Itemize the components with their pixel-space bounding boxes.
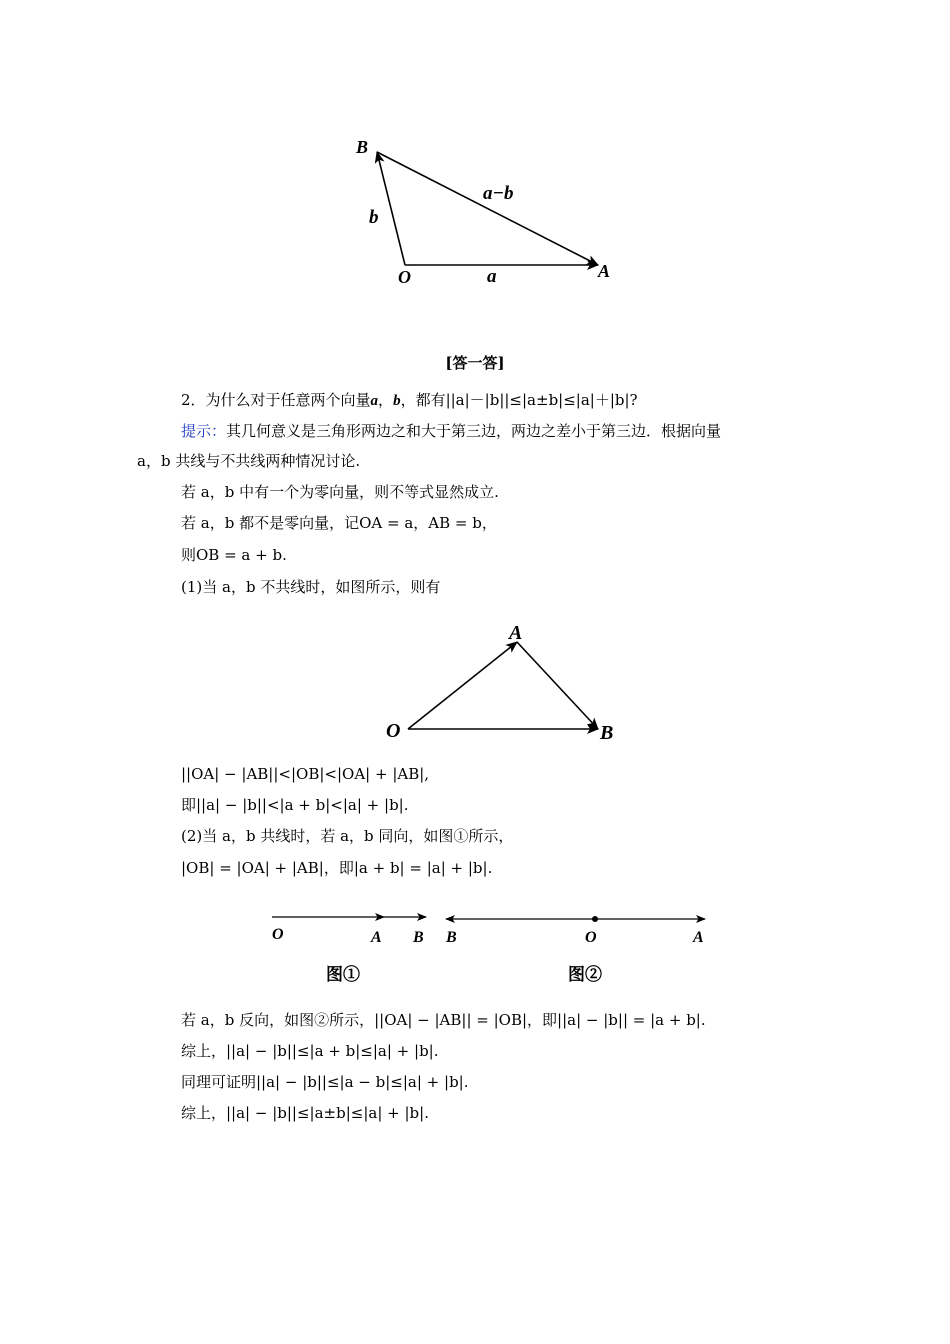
paragraph-ob-sum: 则OB = a + b.	[181, 546, 287, 564]
summary-1: 综上，||a| − |b||≤|a + b|≤|a| + |b|.	[181, 1042, 439, 1060]
label-B: B	[446, 929, 457, 946]
label-a-minus-b: a−b	[483, 183, 514, 204]
collinear-figure-2	[438, 900, 718, 990]
label-A: A	[509, 622, 523, 644]
paragraph-same-direction: |OB| = |OA| + |AB|，即|a + b| = |a| + |b|.	[181, 859, 493, 877]
label-O: O	[398, 267, 411, 287]
paragraph-case-1: (1)当 a，b 不共线时，如图所示，则有	[181, 578, 441, 596]
paragraph-zero-vector: 若 a，b 中有一个为零向量，则不等式显然成立.	[181, 483, 499, 501]
label-A: A	[371, 929, 382, 946]
label-a: a	[487, 266, 497, 287]
label-B: B	[413, 929, 424, 946]
figure-caption-2: 图②	[568, 965, 602, 984]
vector-a-minus-b	[377, 152, 598, 265]
inequality-line-2: 即||a| − |b||<|a + b|<|a| + |b|.	[181, 796, 409, 814]
vector-AB	[517, 642, 598, 729]
collinear-figure-1	[262, 900, 442, 990]
figure-caption-1: 图①	[326, 965, 360, 984]
label-A: A	[693, 929, 704, 946]
question-2: 2．为什么对于任意两个向量a，b，都有||a|－|b||≤|a±b|≤|a|＋|b|?	[181, 391, 638, 409]
label-B: B	[600, 722, 614, 744]
point-O	[592, 916, 598, 922]
section-heading: [答一答]	[445, 354, 505, 372]
paragraph-case-2: (2)当 a，b 共线时，若 a，b 同向，如图①所示，	[181, 827, 514, 845]
label-A: A	[598, 261, 611, 281]
hint-line-1: 提示：其几何意义是三角形两边之和大于第三边，两边之差小于第三边．根据向量	[181, 422, 722, 440]
inequality-line-1: ||OA| − |AB||<|OB|<|OA| + |AB|,	[181, 765, 430, 783]
label-O: O	[386, 720, 401, 742]
hint-line-2: a，b 共线与不共线两种情况讨论.	[137, 452, 361, 470]
vector-b	[377, 152, 405, 265]
proof-difference: 同理可证明||a| − |b||≤|a − b|≤|a| + |b|.	[181, 1073, 469, 1091]
summary-2: 综上，||a| − |b||≤|a±b|≤|a| + |b|.	[181, 1104, 429, 1122]
paragraph-opposite-direction: 若 a，b 反向，如图②所示，||OA| − |AB|| = |OB|，即||a| − |b|| = |a + b|.	[181, 1011, 706, 1029]
label-O: O	[585, 929, 597, 946]
triangle-figure-2	[380, 615, 630, 750]
vector-OA	[408, 642, 517, 729]
label-B: B	[356, 137, 369, 157]
paragraph-define-vectors: 若 a，b 都不是零向量，记OA = a，AB = b，	[181, 514, 497, 532]
triangle-figure-1	[340, 130, 630, 290]
label-O: O	[272, 926, 284, 943]
label-b: b	[369, 207, 379, 228]
hint-label: 提示：	[181, 422, 227, 440]
